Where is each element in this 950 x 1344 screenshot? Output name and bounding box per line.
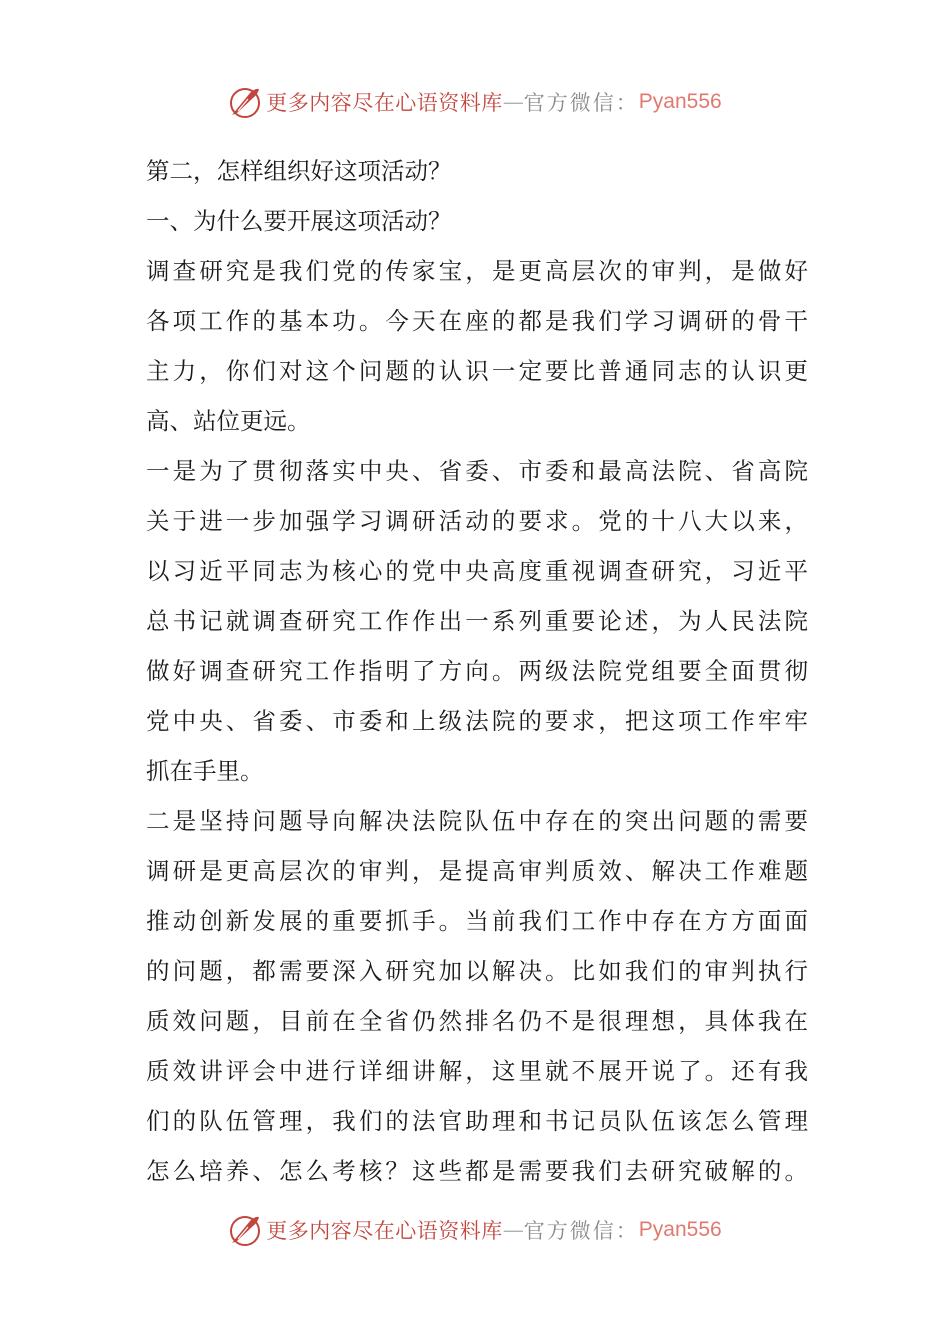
brand-text: 更多内容尽在心语资料库 [266, 91, 503, 115]
quill-pen-logo-icon [228, 85, 262, 119]
text-line: 调研是更高层次的审判，是提高审判质效、解决工作难题 [146, 857, 808, 885]
text-line: 调查研究是我们党的传家宝，是更高层次的审判，是做好 [146, 257, 808, 285]
text-line: 抓在手里。 [146, 757, 264, 785]
quill-pen-logo-icon [228, 1213, 262, 1247]
banner-separator: — [502, 90, 524, 114]
text-line: 第二，怎样组织好这项活动？ [146, 157, 452, 185]
text-line: 质效讲评会中进行详细讲解，这里就不展开说了。还有我 [146, 1057, 808, 1085]
text-line: 一、为什么要开展这项活动？ [146, 207, 452, 235]
text-line: 们的队伍管理，我们的法官助理和书记员队伍该怎么管理 [146, 1107, 808, 1135]
wechat-label: 官方微信： [523, 91, 639, 115]
text-line: 各项工作的基本功。今天在座的都是我们学习调研的骨干 [146, 307, 808, 335]
banner-separator: — [502, 1218, 524, 1242]
text-line: 一是为了贯彻落实中央、省委、市委和最高法院、省高院 [146, 457, 808, 485]
text-line: 高、站位更远。 [146, 407, 311, 435]
text-line: 推动创新发展的重要抓手。当前我们工作中存在方方面面 [146, 907, 808, 935]
brand-text: 更多内容尽在心语资料库 [266, 1219, 503, 1243]
text-line: 怎么培养、怎么考核？这些都是需要我们去研究破解的。 [146, 1157, 808, 1185]
wechat-id: Pyan556 [638, 90, 722, 113]
text-line: 总书记就调查研究工作作出一系列重要论述，为人民法院 [146, 607, 808, 635]
text-line: 做好调查研究工作指明了方向。两级法院党组要全面贯彻 [146, 657, 808, 685]
text-line: 主力，你们对这个问题的认识一定要比普通同志的认识更 [146, 357, 808, 385]
text-line: 质效问题，目前在全省仍然排名仍不是很理想，具体我在 [146, 1007, 808, 1035]
text-line: 党中央、省委、市委和上级法院的要求，把这项工作牢牢 [146, 707, 808, 735]
document-body [146, 146, 808, 1196]
text-line: 二是坚持问题导向解决法院队伍中存在的突出问题的需要 [146, 807, 808, 835]
footer-watermark-banner [0, 1208, 950, 1252]
wechat-label: 官方微信： [523, 1219, 639, 1243]
text-line: 以习近平同志为核心的党中央高度重视调查研究，习近平 [146, 557, 808, 585]
text-line: 关于进一步加强学习调研活动的要求。党的十八大以来， [146, 507, 808, 535]
header-watermark-banner [0, 80, 950, 124]
wechat-id: Pyan556 [638, 1218, 722, 1241]
text-line: 的问题，都需要深入研究加以解决。比如我们的审判执行 [146, 957, 808, 985]
